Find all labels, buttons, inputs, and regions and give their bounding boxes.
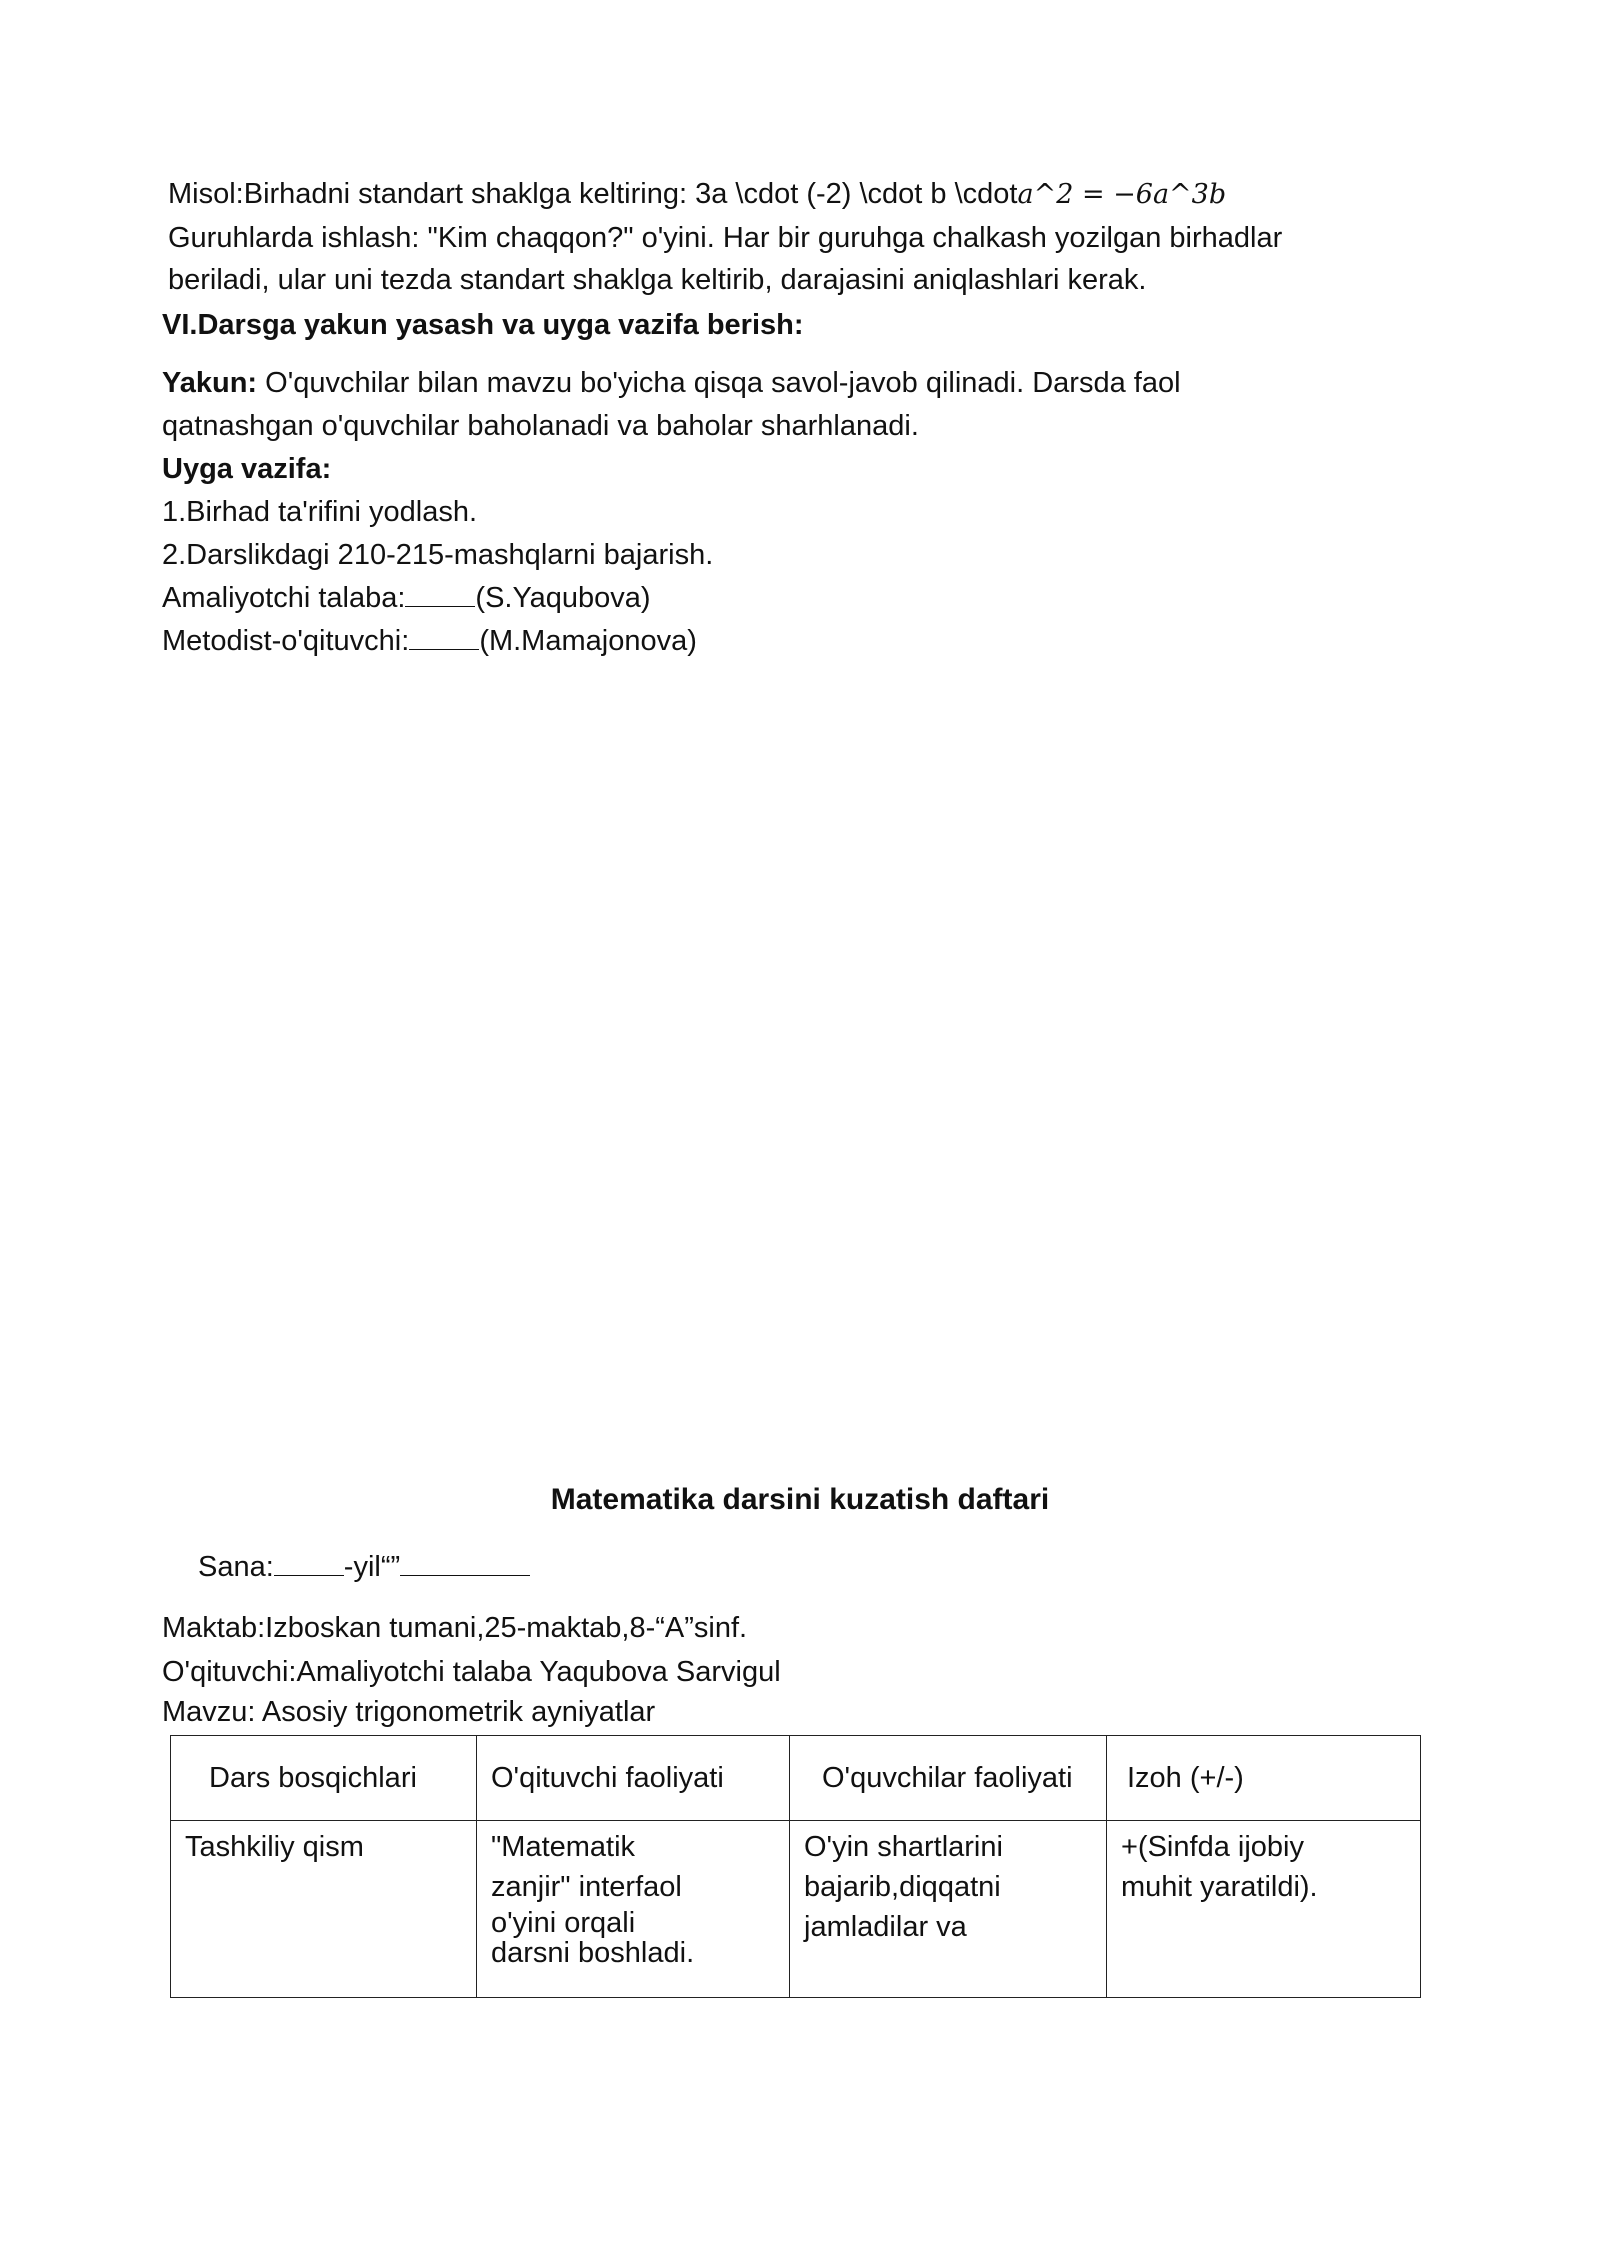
- header-note: Izoh (+/-): [1107, 1736, 1421, 1821]
- cell-students-line: O'yin shartlarini: [804, 1831, 1003, 1863]
- cell-note: [1107, 1821, 1421, 1998]
- cell-note-line: +(Sinfda ijobiy: [1121, 1831, 1304, 1863]
- date-label: Sana:: [198, 1551, 274, 1583]
- observation-table: [170, 1735, 1421, 1998]
- signature-methodist-label: Metodist-o'qituvchi:: [162, 625, 410, 657]
- header-teacher-activity: O'qituvchi faoliyati: [477, 1736, 790, 1821]
- date-suffix: -yil“”: [343, 1551, 401, 1583]
- signature-student-name: (S.Yaqubova): [475, 582, 651, 614]
- topic-line: Mavzu: Asosiy trigonometrik ayniyatlar: [162, 1696, 656, 1728]
- summary-label: Yakun:: [162, 367, 258, 399]
- section-heading: VI.Darsga yakun yasash va uyga vazifa berish:: [162, 309, 804, 341]
- document-title: Matematika darsini kuzatish daftari: [550, 1483, 1050, 1516]
- teacher-line: O'qituvchi:Amaliyotchi talaba Yaqubova Sarvigul: [162, 1656, 781, 1688]
- homework-label: Uyga vazifa:: [162, 453, 332, 485]
- cell-teacher-line: "Matematik: [491, 1831, 636, 1863]
- date-line: [198, 1545, 530, 1589]
- signature-student-label: Amaliyotchi talaba:: [162, 582, 406, 614]
- example-math: a^2 = −6a^3b: [1017, 179, 1227, 210]
- cell-stage: Tashkiliy qism: [171, 1821, 477, 1998]
- header-stages: Dars bosqichlari: [171, 1736, 477, 1821]
- summary-line-2: qatnashgan o'quvchilar baholanadi va baholar sharhlanadi.: [162, 410, 919, 442]
- cell-teacher-line: darsni boshladi.: [491, 1937, 695, 1969]
- example-text: Misol:Birhadni standart shaklga keltiring: 3a \cdot (-2) \cdot b \cdot: [168, 178, 1018, 210]
- table-header-row: [171, 1736, 1421, 1821]
- homework-item-2: 2.Darslikdagi 210-215-mashqlarni bajarish.: [162, 539, 714, 571]
- summary-text: O'quvchilar bilan mavzu bo'yicha qisqa savol-javob qilinadi. Darsda faol: [257, 367, 1181, 399]
- example-line: [168, 172, 1226, 217]
- signature-student-blank: [405, 580, 475, 607]
- date-year-blank: [274, 1549, 344, 1576]
- signature-methodist: [162, 619, 697, 663]
- summary-line-1: [162, 361, 1181, 405]
- cell-note-line: muhit yaratildi).: [1121, 1871, 1318, 1903]
- cell-teacher-line: o'yini orqali: [491, 1907, 636, 1939]
- group-work-line-1: Guruhlarda ishlash: "Kim chaqqon?" o'yini. Har bir guruhga chalkash yozilgan birhadlar: [168, 222, 1283, 254]
- signature-methodist-name: (M.Mamajonova): [479, 625, 697, 657]
- signature-student: [162, 576, 651, 620]
- group-work-line-2: beriladi, ular uni tezda standart shaklga keltirib, darajasini aniqlashlari kerak.: [168, 264, 1147, 296]
- cell-students-activity: [790, 1821, 1107, 1998]
- school-line: Maktab:Izboskan tumani,25-maktab,8-“A”sinf.: [162, 1612, 748, 1644]
- cell-students-line: bajarib,diqqatni: [804, 1871, 1001, 1903]
- signature-methodist-blank: [409, 623, 479, 650]
- homework-item-1: 1.Birhad ta'rifini yodlash.: [162, 496, 478, 528]
- table-row: [171, 1821, 1421, 1998]
- cell-teacher-activity: [477, 1821, 790, 1998]
- cell-teacher-line: zanjir" interfaol: [491, 1871, 682, 1903]
- header-students-activity: O'quvchilar faoliyati: [790, 1736, 1107, 1821]
- cell-students-line: jamladilar va: [804, 1911, 967, 1943]
- date-month-blank: [400, 1549, 530, 1576]
